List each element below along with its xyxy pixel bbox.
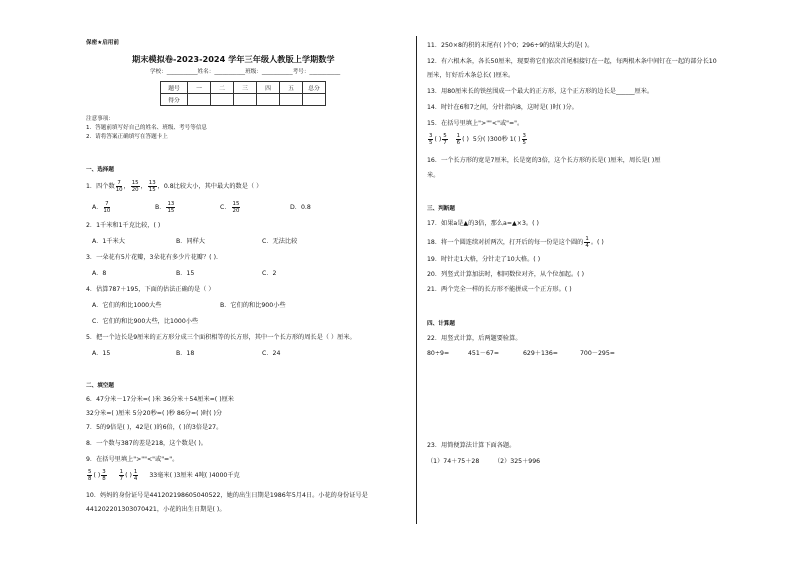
q4-option-b[interactable]: B．它们的和比900小些 <box>220 302 286 309</box>
question-9: 9．在括号里填上">""<"或"="。 <box>86 456 179 463</box>
fraction: $\frac{7}{10}$ <box>115 180 123 193</box>
question-16-line1: 16．一个长方形的宽是7厘米，长是宽的3倍，这个长方形的长是( )厘米，周长是( )厘 <box>427 157 661 164</box>
question-4: 4．估算787＋195，下面的估法正确的是（ ） <box>86 286 215 293</box>
fraction: $\frac{13}{15}$ <box>167 201 175 214</box>
question-16-line2: 米。 <box>427 172 440 179</box>
question-15: 15．在括号里填上">""<"或"="。 <box>427 120 524 127</box>
score-cell[interactable] <box>234 94 257 106</box>
score-header-cell: 二 <box>211 82 234 94</box>
note-item: 1．答题前填写好自己的姓名、班级、考号等信息 <box>86 125 208 131</box>
score-table-score-row <box>161 94 326 106</box>
question-9-row: $\frac{5}{8}$ ( ) $\frac{3}{8}$ $\frac{1}{7}$ ( ) $\frac{1}{4}$ 33毫米( )3厘米 4吨( )4000千克 <box>88 469 240 482</box>
section-title-judge: 三、判断题 <box>427 206 455 212</box>
question-6-line2: 32分米=( )厘米 5分20秒=( )秒 86分=( )时( )分 <box>86 410 223 417</box>
q4-option-a[interactable]: A．它们的和比1000大些 <box>92 302 162 309</box>
score-table-header-row <box>161 82 326 94</box>
q3-option-b[interactable]: B．15 <box>176 270 195 277</box>
fraction: $\frac{1}{4}$ <box>133 469 138 482</box>
calc-item: 451－67= <box>468 350 500 357</box>
question-5: 5．把一个边长是9厘米的正方形分成三个面积相等的长方形，其中一个长方形的周长是（ ）厘米。 <box>86 334 356 341</box>
calc-item: （1）74＋75＋28 <box>427 458 480 465</box>
question-10-line1: 10．妈妈的身份证号是441202198605040522，她的出生日期是1986年5月4日。小花的身份证号是 <box>86 492 368 499</box>
question-17: 17．如果a是▲的3倍，那么a=▲×3。( ) <box>427 220 539 227</box>
question-13: 13．用80厘米长的铁丝围成一个最大的正方形，这个正方形的边长是______厘米。 <box>427 88 654 95</box>
question-7: 7．5的9倍是( )，42是( )的6倍，( )的3倍是27。 <box>86 424 223 431</box>
question-6-line1: 6．47分米－17分米=( )米 36分米＋54厘米=( )厘米 <box>86 396 234 403</box>
score-cell[interactable] <box>257 94 280 106</box>
answer-blank[interactable]: ( ) <box>93 471 101 479</box>
question-20: 20．列竖式计算加法时，相同数位对齐，从个位加起。( ) <box>427 271 584 278</box>
score-cell[interactable] <box>188 94 211 106</box>
calc-item: 629＋136= <box>523 350 558 357</box>
q1-option-b[interactable]: B． $\frac{13}{15}$ <box>155 201 175 214</box>
score-header-cell: 五 <box>280 82 303 94</box>
answer-blank[interactable]: ( ) <box>125 471 132 479</box>
q5-option-a[interactable]: A．15 <box>92 350 111 357</box>
fraction: $\frac{15}{20}$ <box>131 180 139 193</box>
note-item: 2．请将答案正确填写在答题卡上 <box>86 134 168 140</box>
fraction: $\frac{15}{20}$ <box>232 201 240 214</box>
fraction: $\frac{1}{6}$ <box>456 133 461 146</box>
fraction: $\frac{3}{8}$ <box>102 469 106 482</box>
score-header-cell: 三 <box>234 82 257 94</box>
calc-item: 80÷9= <box>427 350 450 357</box>
score-header-cell: 四 <box>257 82 280 94</box>
q1-option-c[interactable]: C． $\frac{15}{20}$ <box>220 201 240 214</box>
section-title-fill: 二、填空题 <box>86 383 114 389</box>
fraction: $\frac{7}{10}$ <box>103 201 111 214</box>
column-divider <box>416 36 417 524</box>
question-3: 3．一朵花有5片花瓣，3朵花有多少片花瓣？( ). <box>86 254 218 261</box>
question-18: 18．将一个圆连续对折两次，打开后的每一份是这个圆的 $\frac{1}{4}$ 。( ) <box>427 236 604 249</box>
score-cell[interactable] <box>303 94 326 106</box>
score-cell[interactable] <box>280 94 303 106</box>
fraction: $\frac{1}{4}$ <box>585 236 589 249</box>
question-12-line1: 12．有六根木条，各长50厘米，现要将它们依次首尾相接钉在一起，每两根木条中间钉在一起的部分长10 <box>427 58 717 65</box>
fraction: $\frac{5}{7}$ <box>443 133 447 146</box>
score-header-cell: 题号 <box>161 82 188 94</box>
q5-option-b[interactable]: B．18 <box>176 350 195 357</box>
question-1: 1．四个数 $\frac{7}{10}$ ， $\frac{15}{20}$ ， $\frac{13}{15}$ ，0.8比较大小，其中最大的数是（ ） <box>86 180 263 193</box>
fraction: $\frac{3}{5}$ <box>429 133 433 146</box>
question-12-line2: 厘米，钉好后木条总长( )厘米。 <box>427 72 515 79</box>
exam-title: 期末模拟卷-2023-2024 学年三年级人教版上学期数学 <box>132 54 335 64</box>
question-11: 11．250×8的积的末尾有( )个0；296÷9的结果大约是( )。 <box>427 42 594 49</box>
q2-option-c[interactable]: C．无法比较 <box>262 238 298 245</box>
score-table <box>160 81 326 106</box>
fraction: $\frac{1}{7}$ <box>119 469 124 482</box>
calc-item: （2）325＋996 <box>494 458 541 465</box>
question-23: 23．用简便算法计算下面各题。 <box>427 442 516 449</box>
q5-option-c[interactable]: C．24 <box>262 350 281 357</box>
question-10-line2: 441202201303070421，小花的出生日期是( )。 <box>86 506 226 513</box>
section-title-calc: 四、计算题 <box>427 321 455 327</box>
score-row-label: 得分 <box>161 94 188 106</box>
question-21: 21．两个完全一样的长方形不能拼成一个正方形。( ) <box>427 286 572 293</box>
secret-label: 保密★启用前 <box>86 40 119 46</box>
q1-option-a[interactable]: A． $\frac{7}{10}$ <box>92 201 111 214</box>
question-14: 14．时针在6和7之间，分针指向8，这时是( )时( )分。 <box>427 104 578 111</box>
question-8: 8．一个数与387的差是218，这个数是( )。 <box>86 440 207 447</box>
question-15-row: $\frac{3}{5}$ ( ) $\frac{5}{7}$ $\frac{1}{6}$ ( ) 5分( )300秒 1( ) $\frac{3}{5}$ <box>429 133 526 146</box>
q2-option-b[interactable]: B．同样大 <box>176 238 205 245</box>
q2-option-a[interactable]: A．1千米大 <box>92 238 125 245</box>
q4-option-c[interactable]: C．它们的和比900大些，比1000小些 <box>92 318 199 325</box>
q3-option-a[interactable]: A．8 <box>92 270 107 277</box>
question-2: 2．1千米和1千克比较，( ) <box>86 222 161 229</box>
score-cell[interactable] <box>211 94 234 106</box>
fraction: $\frac{5}{8}$ <box>88 469 92 482</box>
answer-blank[interactable]: ( ) <box>434 135 442 143</box>
notes-title: 注意事项： <box>86 116 114 122</box>
question-19: 19．时针走1大格，分针走了10大格。( ) <box>427 256 541 263</box>
answer-blank[interactable]: ( ) <box>462 135 469 143</box>
q3-option-c[interactable]: C．2 <box>262 270 277 277</box>
fraction: $\frac{3}{5}$ <box>522 133 526 146</box>
calc-item: 700－295= <box>580 350 615 357</box>
score-header-cell: 一 <box>188 82 211 94</box>
student-info-line: 学校：___________姓名：___________班级：___________考号：___________ <box>150 69 341 75</box>
fraction: $\frac{13}{15}$ <box>148 180 156 193</box>
section-title-choice: 一、选择题 <box>86 167 114 173</box>
score-header-cell: 总分 <box>303 82 326 94</box>
q1-option-d[interactable]: D．0.8 <box>290 204 311 211</box>
question-22: 22．用竖式计算，后两题要验算。 <box>427 335 522 342</box>
